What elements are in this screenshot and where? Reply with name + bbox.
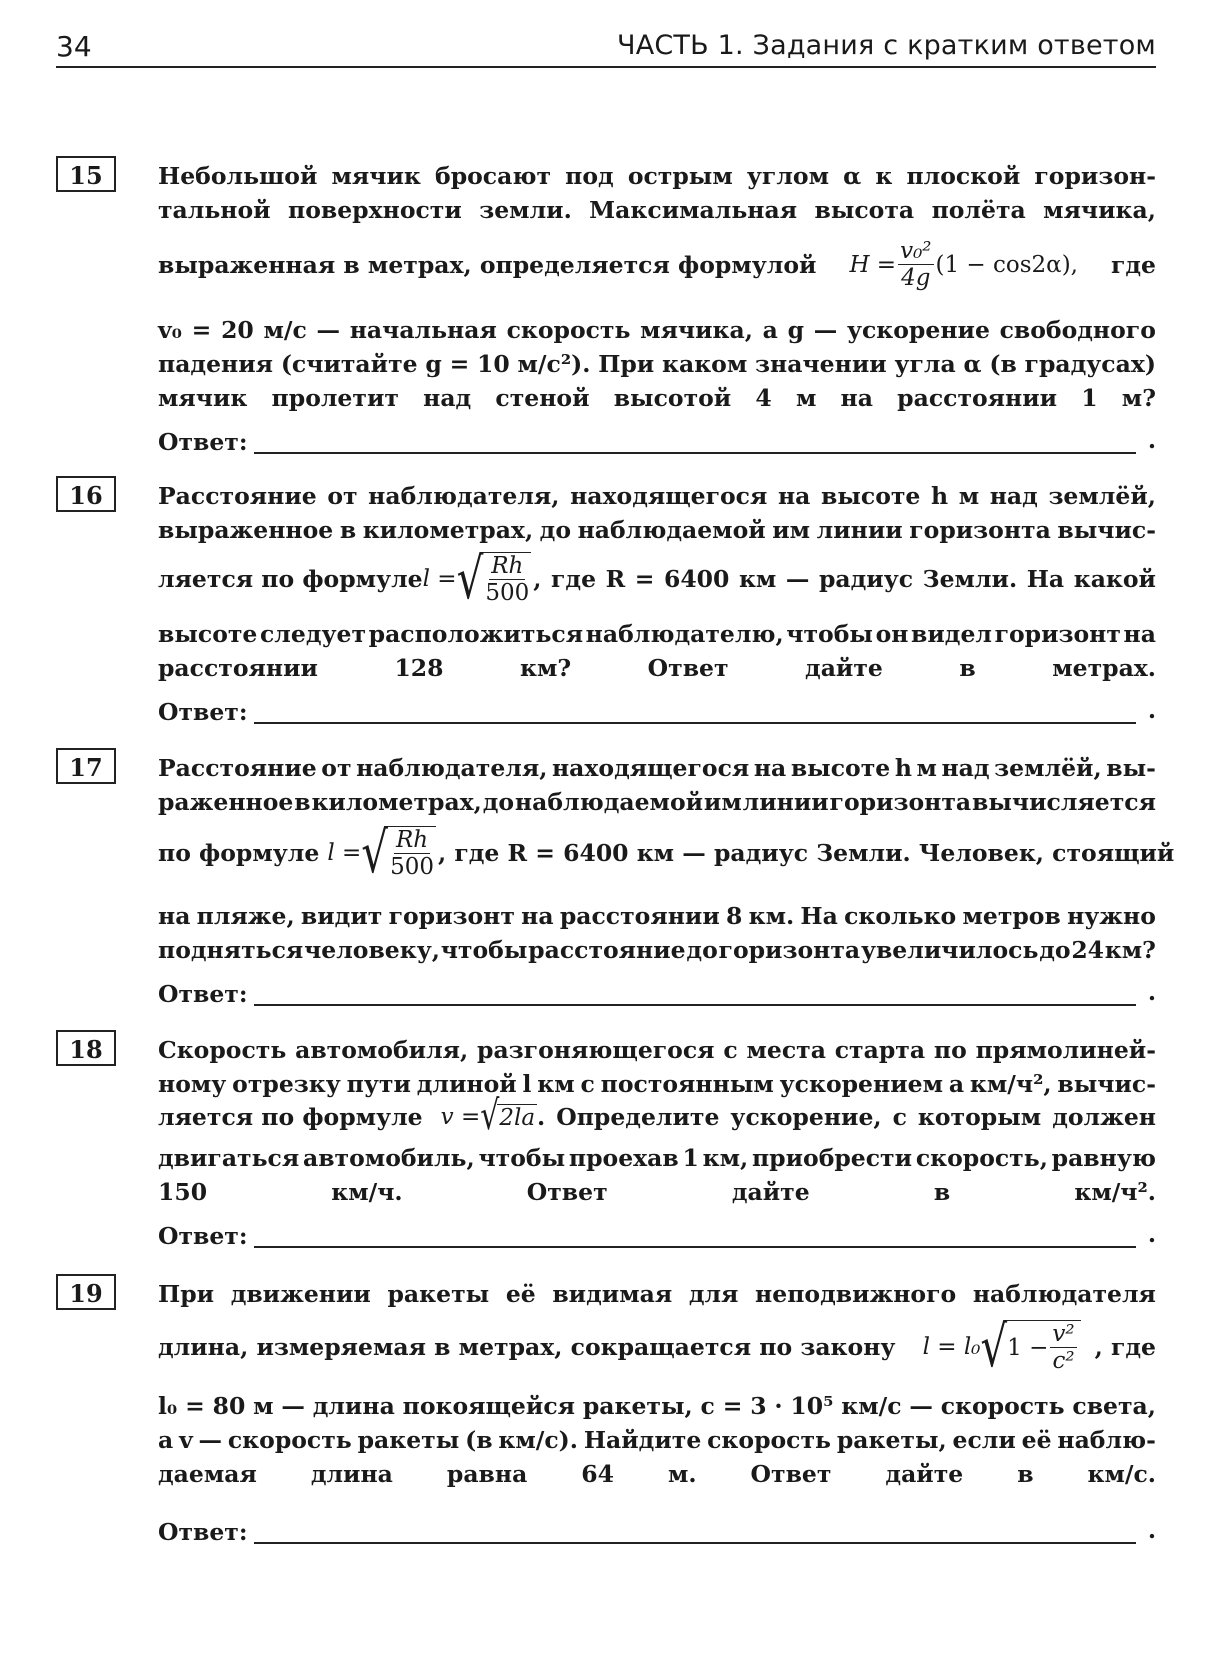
text-line: падения (считайте g = 10 м/с²). При каком значении угла α (в градусах)	[158, 350, 1156, 378]
formula	[922, 1313, 1081, 1380]
square-root	[456, 545, 534, 612]
fraction-denominator: 4g	[901, 265, 931, 291]
text-line: выраженное в километрах, до наблюдаемой им линии горизонта вычис-	[158, 516, 1156, 544]
formula-line	[158, 819, 1175, 886]
radical-sign: √	[456, 545, 484, 612]
radicand: 2la	[499, 1104, 536, 1131]
radicand	[1005, 1320, 1080, 1374]
text-line: тальной поверхности земли. Максимальная высота полёта мячика,	[158, 196, 1156, 224]
formula-line	[158, 1092, 1156, 1140]
fraction-denominator: 500	[390, 854, 434, 880]
text-line: v₀ = 20 м/с — начальная скорость мячика, а g — ускорение свободного	[158, 316, 1156, 344]
formula-fraction	[898, 238, 933, 291]
answer-end: .	[1147, 426, 1156, 454]
text-line: двигаться автомобиль, чтобы проехав 1 км, приобрести скорость, равную	[158, 1144, 1156, 1172]
text-line: , где	[1094, 1333, 1156, 1361]
text-line: При движении ракеты её видимая для неподвижного наблюдателя	[158, 1280, 1156, 1308]
page-header	[56, 22, 1156, 68]
text-line: мячик пролетит над стеной высотой 4 м на расстоянии 1 м?	[158, 384, 1156, 412]
radical-sign: √	[361, 819, 389, 886]
task-number: 19	[56, 1274, 116, 1310]
text-line: по формуле	[158, 839, 320, 867]
formula-fraction	[388, 826, 436, 880]
text-line: Расстояние от наблюдателя, находящегося на высоте h м над землёй, вы-	[158, 754, 1156, 782]
text-line: где	[1110, 250, 1156, 279]
task-number: 18	[56, 1030, 116, 1066]
radical-sign: √	[480, 1092, 500, 1140]
radicand-one-minus: 1 −	[1007, 1334, 1049, 1361]
text-line: подняться человеку, чтобы расстояние до горизонта увеличилось до 24 км?	[158, 936, 1156, 964]
answer-end: .	[1147, 1220, 1156, 1248]
square-root	[980, 1313, 1080, 1380]
fraction-numerator: Rh	[395, 827, 429, 853]
text-line: Расстояние от наблюдателя, находящегося на высоте h м над землёй,	[158, 482, 1156, 510]
answer-line[interactable]	[254, 452, 1136, 454]
formula-group	[922, 1313, 1156, 1380]
formula	[422, 545, 534, 612]
formula	[440, 1092, 537, 1140]
text-line: Скорость автомобиля, разгоняющегося с места старта по прямолиней-	[158, 1036, 1156, 1064]
formula-line	[158, 1313, 1156, 1380]
answer-label: Ответ:	[158, 428, 248, 456]
running-head: ЧАСТЬ 1. Задания с кратким ответом	[616, 30, 1156, 61]
text-line: l₀ = 80 м — длина покоящейся ракеты, c = 3 · 10⁵ км/с — скорость света,	[158, 1392, 1156, 1420]
formula	[327, 819, 438, 886]
text-line: а v — скорость ракеты (в км/с). Найдите скорость ракеты, если её наблю-	[158, 1426, 1156, 1454]
formula-lhs: l =	[422, 566, 457, 592]
answer-end: .	[1147, 696, 1156, 724]
text-line: , где R = 6400 км — радиус Земли. На какой	[533, 565, 1156, 593]
page-number: 34	[56, 30, 92, 63]
formula-lhs: v =	[440, 1104, 481, 1130]
text-line: . Определите ускорение, с которым должен	[537, 1103, 1156, 1131]
answer-label: Ответ:	[158, 1222, 248, 1250]
text-line: ному отрезку пути длиной l км с постоянным ускорением a км/ч², вычис-	[158, 1070, 1156, 1098]
text-line-wrap	[533, 565, 1156, 593]
text-line: выраженная в метрах, определяется формулой	[158, 250, 817, 279]
formula-line	[158, 238, 1156, 291]
formula-lhs: H =	[849, 251, 897, 278]
square-root	[361, 819, 438, 886]
answer-label: Ответ:	[158, 1518, 248, 1546]
task-number: 15	[56, 156, 116, 192]
text-line: , где R = 6400 км — радиус Земли. Человек, стоящий	[437, 839, 1175, 867]
text-line: даемая длина равна 64 м. Ответ дайте в км/с.	[158, 1460, 1156, 1488]
text-line: Небольшой мячик бросают под острым углом α к плоской горизон-	[158, 162, 1156, 190]
fraction-denominator: 500	[485, 580, 530, 606]
formula	[849, 238, 1078, 291]
text-line: ляется по формуле	[158, 1103, 423, 1131]
answer-line[interactable]	[254, 722, 1136, 724]
formula-tail: (1 − cos2α),	[935, 251, 1078, 278]
text-line: длина, измеряемая в метрах, сокращается по закону	[158, 1333, 896, 1361]
text-line: раженное в километрах, до наблюдаемой им линии горизонта вычисляется	[158, 788, 1156, 816]
text-line: 150 км/ч. Ответ дайте в км/ч².	[158, 1178, 1156, 1206]
formula-lhs: l =	[327, 840, 362, 866]
answer-label: Ответ:	[158, 980, 248, 1008]
radical-sign: √	[980, 1313, 1008, 1380]
task-number: 16	[56, 476, 116, 512]
answer-line[interactable]	[254, 1246, 1136, 1248]
text-line: расстоянии 128 км? Ответ дайте в метрах.	[158, 654, 1156, 682]
text-line: на пляже, видит горизонт на расстоянии 8 км. На сколько метров нужно	[158, 902, 1156, 930]
text-line: высоте следует расположиться наблюдателю, чтобы он видел горизонт на	[158, 620, 1156, 648]
answer-end: .	[1147, 978, 1156, 1006]
answer-label: Ответ:	[158, 698, 248, 726]
formula-fraction	[1050, 1321, 1076, 1374]
formula-line	[158, 545, 1156, 612]
formula-fraction	[483, 552, 531, 606]
answer-line[interactable]	[254, 1004, 1136, 1006]
answer-end: .	[1147, 1516, 1156, 1544]
text-line: ляется по формуле	[158, 565, 423, 593]
formula-lhs: l = l₀	[922, 1334, 981, 1360]
fraction-numerator: v²	[1052, 1321, 1075, 1347]
square-root	[480, 1092, 537, 1140]
fraction-numerator: v₀²	[900, 238, 932, 264]
answer-line[interactable]	[254, 1542, 1136, 1544]
fraction-denominator: c²	[1052, 1348, 1075, 1374]
fraction-numerator: Rh	[491, 553, 524, 579]
task-number: 17	[56, 748, 116, 784]
